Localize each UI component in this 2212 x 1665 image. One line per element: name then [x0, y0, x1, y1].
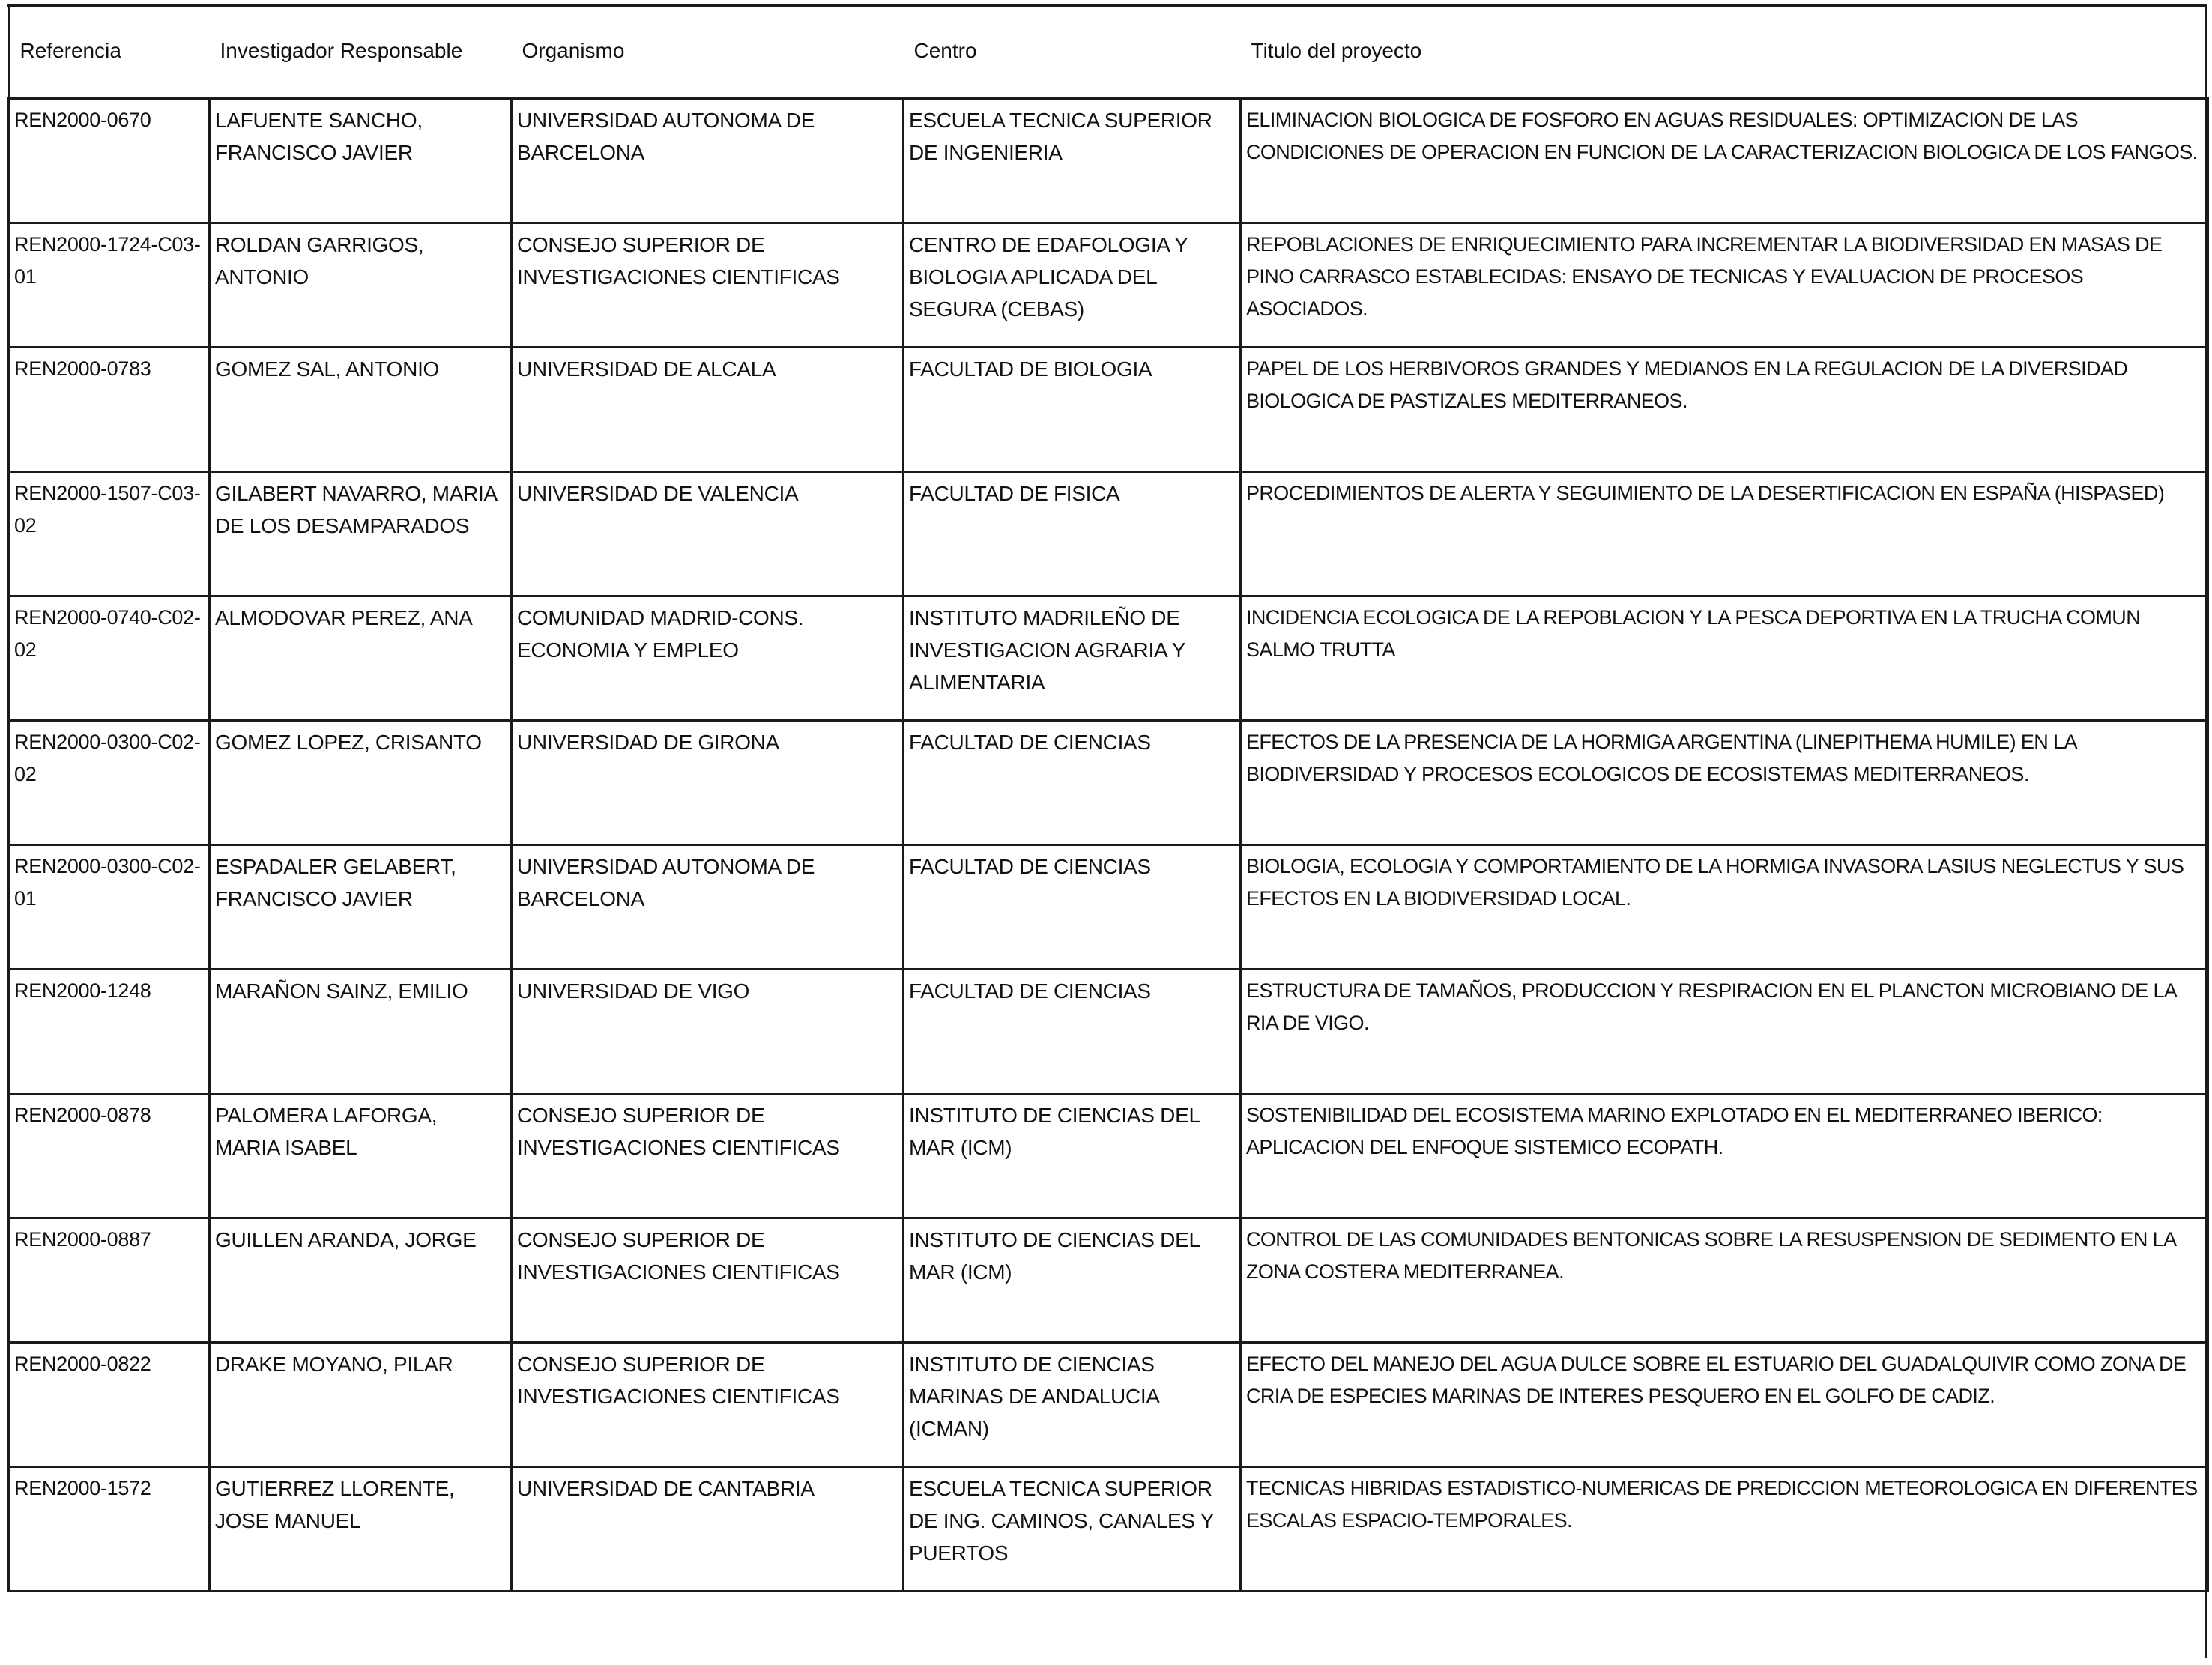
- cell-referencia: REN2000-0740-C02-02: [9, 596, 210, 721]
- cell-organismo: CONSEJO SUPERIOR DE INVESTIGACIONES CIENTIFICAS: [512, 1094, 904, 1218]
- table-row: [9, 1094, 2208, 1218]
- cell-centro: INSTITUTO MADRILEÑO DE INVESTIGACION AGRARIA Y ALIMENTARIA: [904, 596, 1241, 721]
- header-investigador: Investigador Responsable: [210, 4, 512, 99]
- cell-investigador: PALOMERA LAFORGA, MARIA ISABEL: [210, 1094, 512, 1218]
- cell-referencia: REN2000-0300-C02-01: [9, 845, 210, 970]
- cell-titulo: SOSTENIBILIDAD DEL ECOSISTEMA MARINO EXPLOTADO EN EL MEDITERRANEO IBERICO: APLICACION DEL ENFOQUE SISTEMICO ECOPATH.: [1241, 1094, 2208, 1218]
- table-row: [9, 1343, 2208, 1467]
- cell-centro: FACULTAD DE FISICA: [904, 472, 1241, 596]
- table-row: [9, 1467, 2208, 1592]
- cell-referencia: REN2000-0670: [9, 99, 210, 223]
- header-organismo: Organismo: [512, 4, 904, 99]
- cell-titulo: CONTROL DE LAS COMUNIDADES BENTONICAS SOBRE LA RESUSPENSION DE SEDIMENTO EN LA ZONA COSTERA MEDITERRANEA.: [1241, 1218, 2208, 1343]
- cell-titulo: TECNICAS HIBRIDAS ESTADISTICO-NUMERICAS DE PREDICCION METEOROLOGICA EN DIFERENTES ESCALAS ESPACIO-TEMPORALES.: [1241, 1467, 2208, 1592]
- cell-titulo: PROCEDIMIENTOS DE ALERTA Y SEGUIMIENTO DE LA DESERTIFICACION EN ESPAÑA (HISPASED): [1241, 472, 2208, 596]
- cell-investigador: GILABERT NAVARRO, MARIA DE LOS DESAMPARADOS: [210, 472, 512, 596]
- table-header: [9, 4, 2208, 99]
- cell-titulo: PAPEL DE LOS HERBIVOROS GRANDES Y MEDIANOS EN LA REGULACION DE LA DIVERSIDAD BIOLOGICA DE PASTIZALES MEDITERRANEOS.: [1241, 348, 2208, 472]
- header-centro: Centro: [904, 4, 1241, 99]
- cell-investigador: GOMEZ LOPEZ, CRISANTO: [210, 721, 512, 845]
- cell-organismo: COMUNIDAD MADRID-CONS. ECONOMIA Y EMPLEO: [512, 596, 904, 721]
- cell-referencia: REN2000-1724-C03-01: [9, 223, 210, 348]
- cell-investigador: ALMODOVAR PEREZ, ANA: [210, 596, 512, 721]
- cell-organismo: UNIVERSIDAD DE GIRONA: [512, 721, 904, 845]
- cell-investigador: MARAÑON SAINZ, EMILIO: [210, 970, 512, 1094]
- cell-organismo: UNIVERSIDAD DE CANTABRIA: [512, 1467, 904, 1592]
- cell-titulo: ESTRUCTURA DE TAMAÑOS, PRODUCCION Y RESPIRACION EN EL PLANCTON MICROBIANO DE LA RIA DE VIGO.: [1241, 970, 2208, 1094]
- cell-investigador: GUTIERREZ LLORENTE, JOSE MANUEL: [210, 1467, 512, 1592]
- cell-centro: INSTITUTO DE CIENCIAS DEL MAR (ICM): [904, 1218, 1241, 1343]
- table-row: [9, 223, 2208, 348]
- cell-centro: FACULTAD DE CIENCIAS: [904, 845, 1241, 970]
- cell-investigador: LAFUENTE SANCHO, FRANCISCO JAVIER: [210, 99, 512, 223]
- cell-titulo: BIOLOGIA, ECOLOGIA Y COMPORTAMIENTO DE LA HORMIGA INVASORA LASIUS NEGLECTUS Y SUS EFECTOS EN LA BIODIVERSIDAD LOCAL.: [1241, 845, 2208, 970]
- cell-referencia: REN2000-1572: [9, 1467, 210, 1592]
- cell-referencia: REN2000-0783: [9, 348, 210, 472]
- cell-centro: FACULTAD DE BIOLOGIA: [904, 348, 1241, 472]
- cell-investigador: DRAKE MOYANO, PILAR: [210, 1343, 512, 1467]
- cell-investigador: GUILLEN ARANDA, JORGE: [210, 1218, 512, 1343]
- cell-organismo: CONSEJO SUPERIOR DE INVESTIGACIONES CIENTIFICAS: [512, 1343, 904, 1467]
- cell-referencia: REN2000-0300-C02-02: [9, 721, 210, 845]
- cell-organismo: UNIVERSIDAD DE ALCALA: [512, 348, 904, 472]
- cell-centro: INSTITUTO DE CIENCIAS DEL MAR (ICM): [904, 1094, 1241, 1218]
- cell-investigador: GOMEZ SAL, ANTONIO: [210, 348, 512, 472]
- cell-organismo: CONSEJO SUPERIOR DE INVESTIGACIONES CIENTIFICAS: [512, 1218, 904, 1343]
- cell-organismo: UNIVERSIDAD DE VIGO: [512, 970, 904, 1094]
- table-row: [9, 970, 2208, 1094]
- cell-centro: FACULTAD DE CIENCIAS: [904, 721, 1241, 845]
- header-titulo: Titulo del proyecto: [1241, 4, 2208, 99]
- cell-centro: INSTITUTO DE CIENCIAS MARINAS DE ANDALUCIA (ICMAN): [904, 1343, 1241, 1467]
- header-row: [9, 4, 2208, 99]
- cell-centro: FACULTAD DE CIENCIAS: [904, 970, 1241, 1094]
- cell-organismo: UNIVERSIDAD AUTONOMA DE BARCELONA: [512, 99, 904, 223]
- cell-investigador: ROLDAN GARRIGOS, ANTONIO: [210, 223, 512, 348]
- projects-table: [7, 4, 2209, 1592]
- header-referencia: Referencia: [9, 4, 210, 99]
- cell-titulo: EFECTOS DE LA PRESENCIA DE LA HORMIGA ARGENTINA (LINEPITHEMA HUMILE) EN LA BIODIVERSIDAD Y PROCESOS ECOLOGICOS DE ECOSISTEMAS MEDITERRANEOS.: [1241, 721, 2208, 845]
- cell-centro: ESCUELA TECNICA SUPERIOR DE INGENIERIA: [904, 99, 1241, 223]
- cell-referencia: REN2000-1248: [9, 970, 210, 1094]
- cell-titulo: EFECTO DEL MANEJO DEL AGUA DULCE SOBRE EL ESTUARIO DEL GUADALQUIVIR COMO ZONA DE CRIA DE ESPECIES MARINAS DE INTERES PESQUERO EN EL GOLFO DE CADIZ.: [1241, 1343, 2208, 1467]
- cell-titulo: INCIDENCIA ECOLOGICA DE LA REPOBLACION Y LA PESCA DEPORTIVA EN LA TRUCHA COMUN SALMO TRUTTA: [1241, 596, 2208, 721]
- cell-centro: CENTRO DE EDAFOLOGIA Y BIOLOGIA APLICADA DEL SEGURA (CEBAS): [904, 223, 1241, 348]
- table-row: [9, 348, 2208, 472]
- cell-referencia: REN2000-0878: [9, 1094, 210, 1218]
- cell-organismo: UNIVERSIDAD AUTONOMA DE BARCELONA: [512, 845, 904, 970]
- table-row: [9, 721, 2208, 845]
- table-row: [9, 99, 2208, 223]
- cell-organismo: UNIVERSIDAD DE VALENCIA: [512, 472, 904, 596]
- cell-titulo: ELIMINACION BIOLOGICA DE FOSFORO EN AGUAS RESIDUALES: OPTIMIZACION DE LAS CONDICIONES DE OPERACION EN FUNCION DE LA CARACTERIZACION BIOLOGICA DE LOS FANGOS.: [1241, 99, 2208, 223]
- table-row: [9, 596, 2208, 721]
- cell-referencia: REN2000-0822: [9, 1343, 210, 1467]
- table-row: [9, 845, 2208, 970]
- cell-referencia: REN2000-0887: [9, 1218, 210, 1343]
- cell-investigador: ESPADALER GELABERT, FRANCISCO JAVIER: [210, 845, 512, 970]
- table-body: [9, 99, 2208, 1592]
- table-row: [9, 472, 2208, 596]
- cell-organismo: CONSEJO SUPERIOR DE INVESTIGACIONES CIENTIFICAS: [512, 223, 904, 348]
- table-row: [9, 1218, 2208, 1343]
- cell-referencia: REN2000-1507-C03-02: [9, 472, 210, 596]
- cell-centro: ESCUELA TECNICA SUPERIOR DE ING. CAMINOS, CANALES Y PUERTOS: [904, 1467, 1241, 1592]
- cell-titulo: REPOBLACIONES DE ENRIQUECIMIENTO PARA INCREMENTAR LA BIODIVERSIDAD EN MASAS DE PINO CARRASCO ESTABLECIDAS: ENSAYO DE TECNICAS Y EVALUACION DE PROCESOS ASOCIADOS.: [1241, 223, 2208, 348]
